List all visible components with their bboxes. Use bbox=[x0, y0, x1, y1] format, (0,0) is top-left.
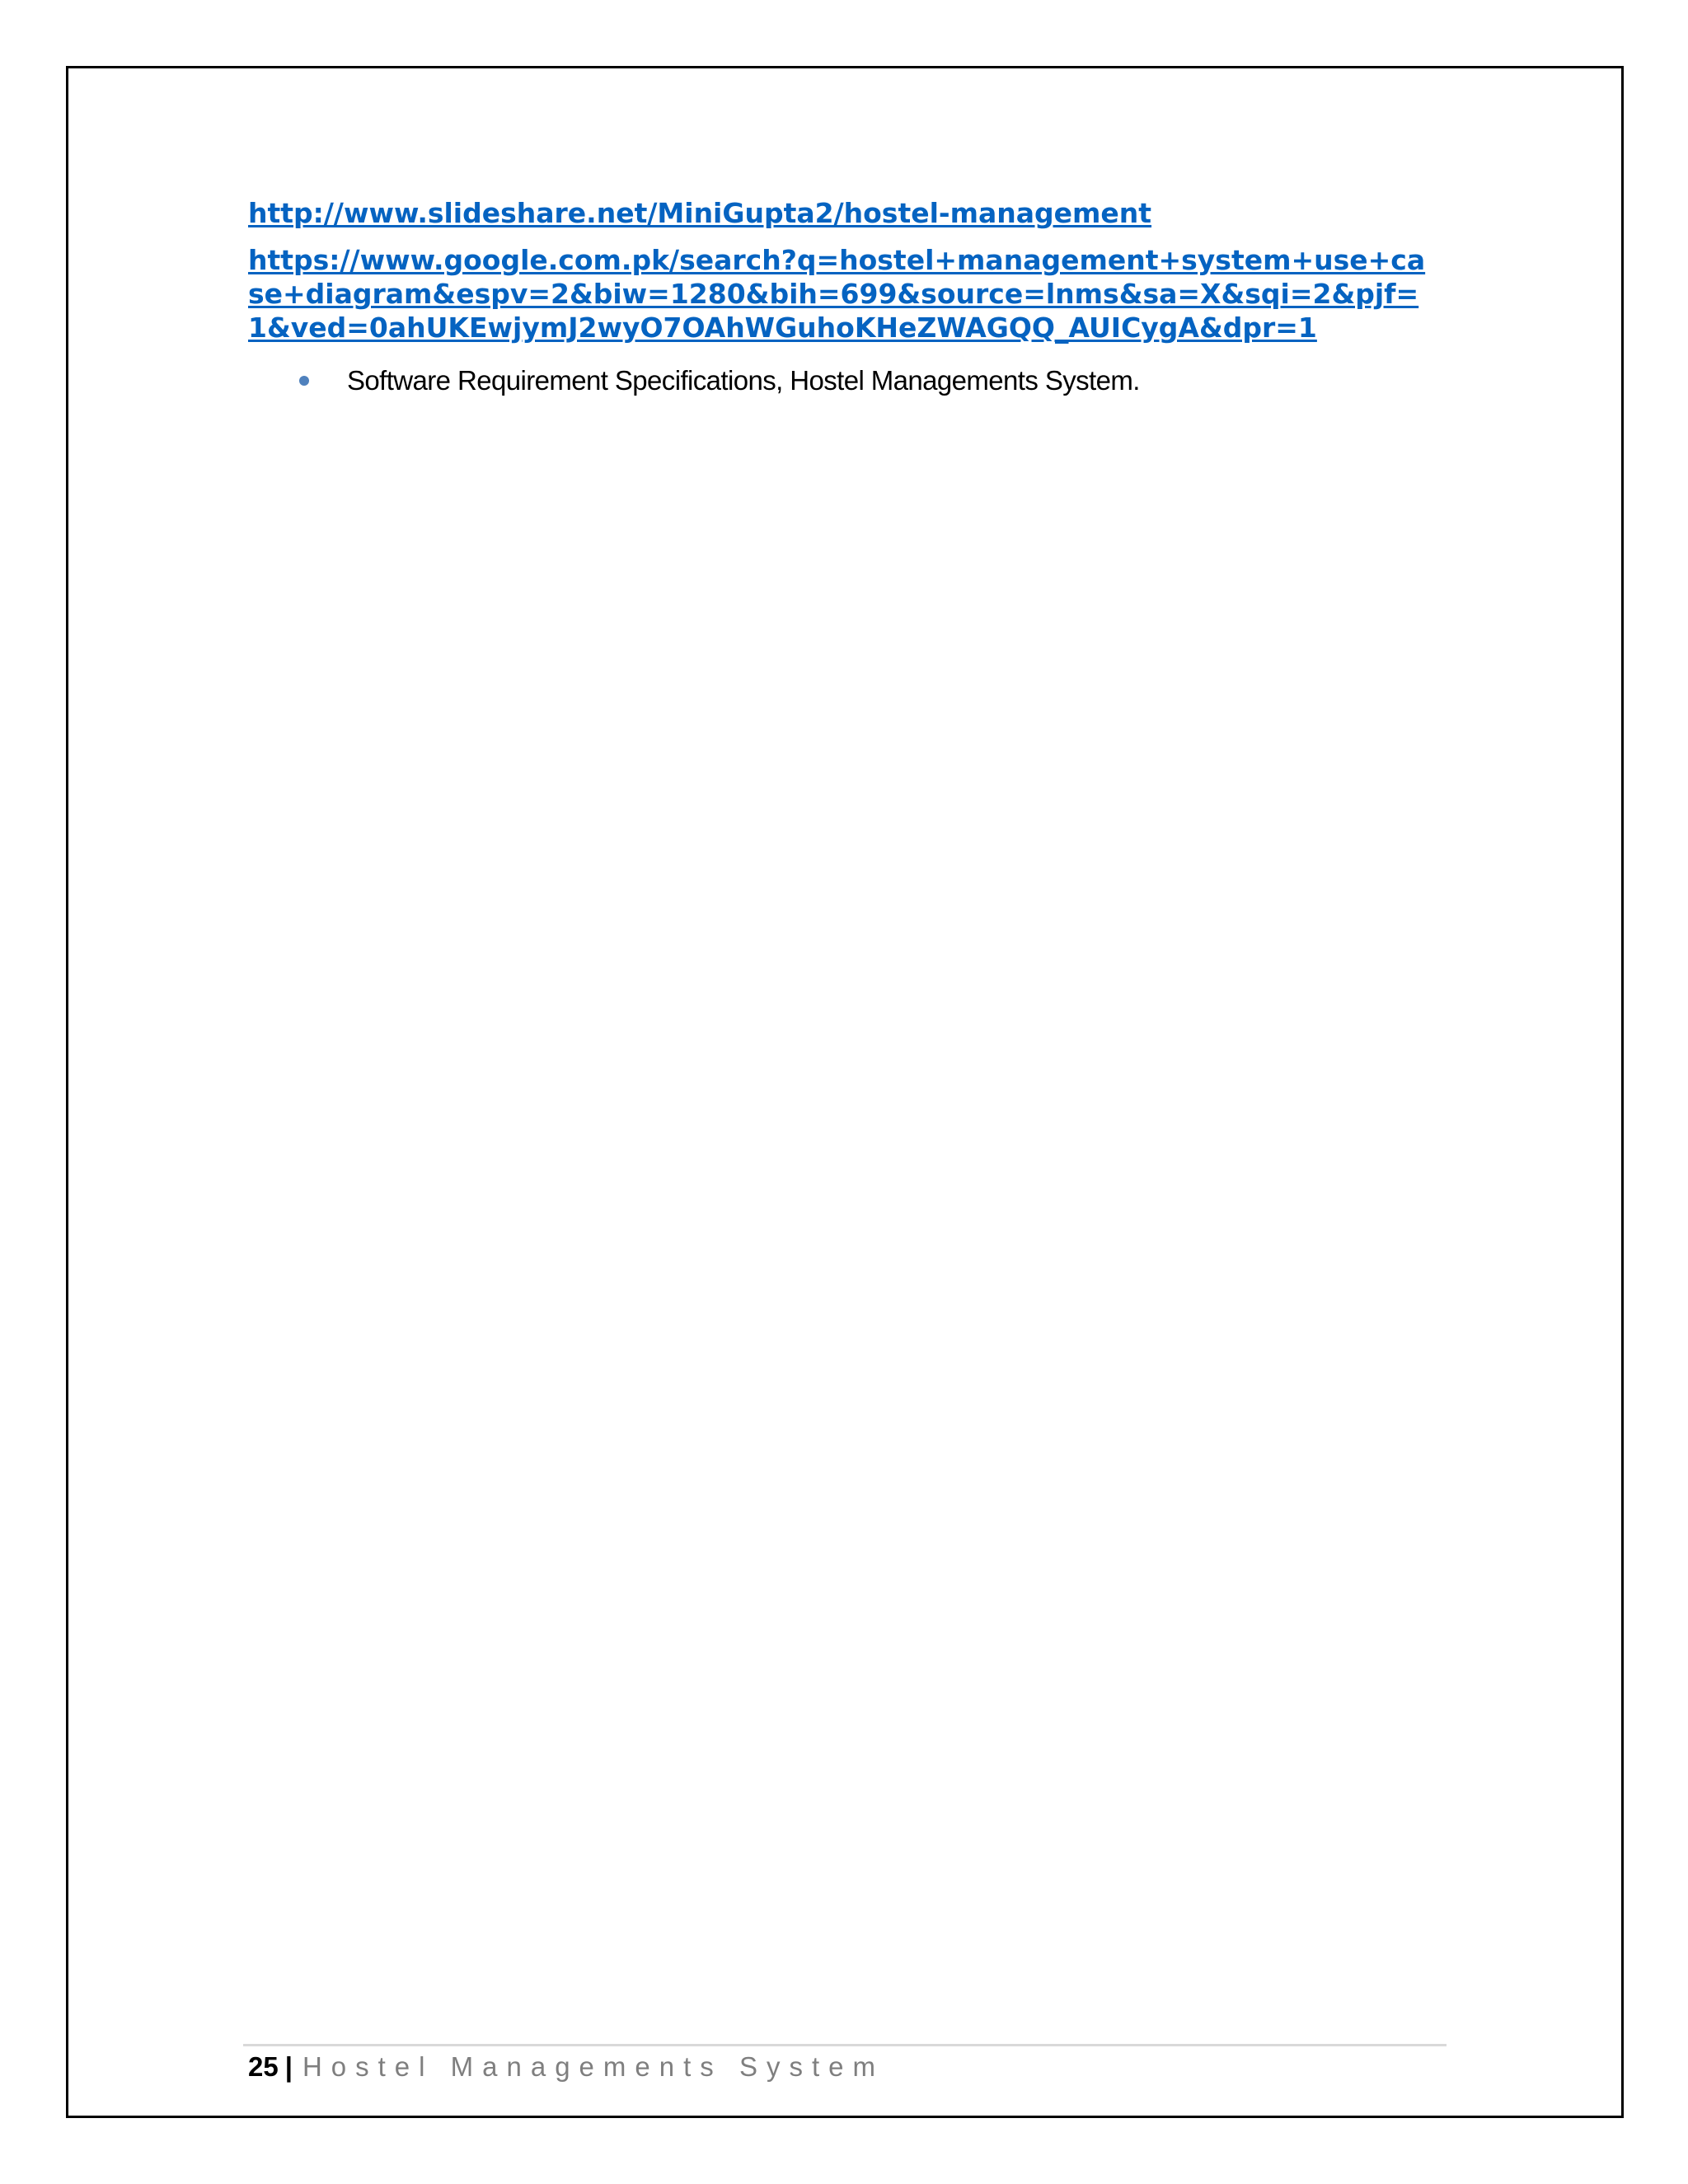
footer-separator: | bbox=[284, 2051, 293, 2082]
list-item-text: Software Requirement Specifications, Hostel Managements System. bbox=[347, 365, 1140, 396]
reference-link-slideshare[interactable]: http://www.slideshare.net/MiniGupta2/hostel-management bbox=[248, 197, 1152, 229]
reference-link-google-search[interactable]: https://www.google.com.pk/search?q=hostel+management+system+use+case+diagram&espv=2&biw=1280&bih=699&source=lnms&sa=X&sqi=2&pjf=1&ved=0ahUKEwjymJ2wyO7OAhWGuhoKHeZWAGQQ_AUICygA&dpr=1 bbox=[248, 244, 1426, 344]
footer-title: Hostel Managements System bbox=[302, 2051, 884, 2082]
bullet-list bbox=[248, 363, 1451, 399]
page-footer bbox=[248, 2049, 884, 2085]
list-item bbox=[248, 363, 1451, 399]
footer-divider bbox=[243, 2044, 1447, 2046]
bullet-dot-icon bbox=[299, 376, 309, 386]
page-number: 25 bbox=[248, 2051, 279, 2082]
references-section bbox=[248, 196, 1451, 399]
